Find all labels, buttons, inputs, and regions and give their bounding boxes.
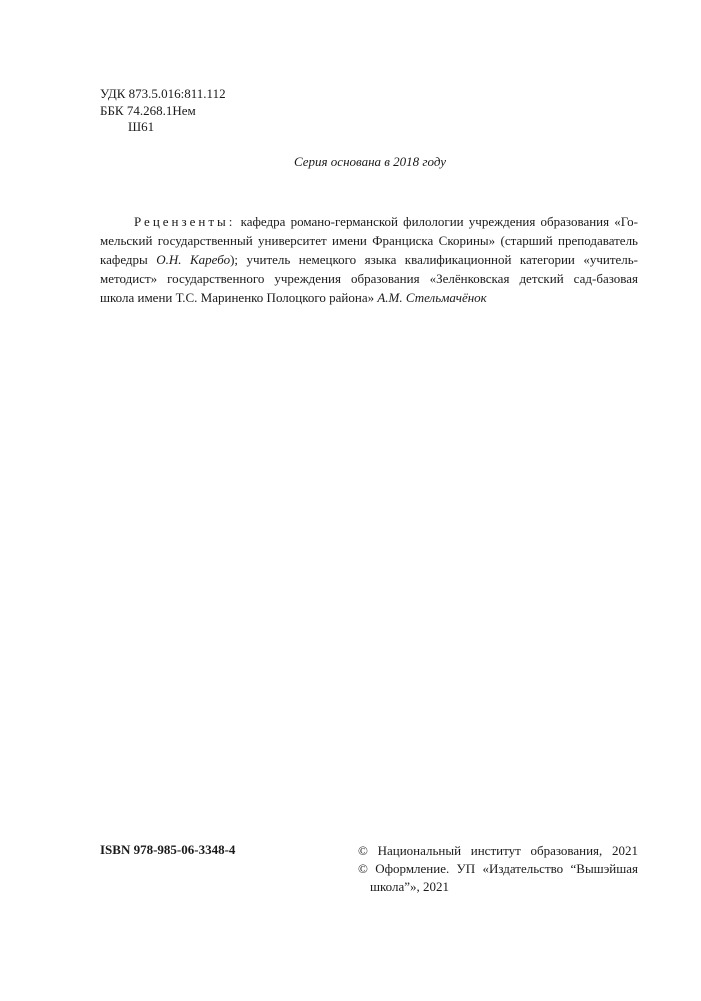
isbn: ISBN 978-985-06-3348-4: [100, 842, 236, 857]
reviewers-paragraph: [100, 212, 638, 307]
reviewers-line-1-text: кафедра романо-германской филологии учреждения образования «Го-: [235, 214, 638, 229]
classification-block: [100, 86, 226, 136]
reviewers-line-2: мельский государственный университет имени Франциска Скорины» (старший преподаватель: [100, 233, 638, 248]
reviewers-line-5: [100, 288, 638, 307]
author-mark: Ш61: [128, 119, 155, 134]
udk-code: УДК 873.5.016:811.112: [100, 86, 226, 101]
reviewers-line-3-prefix: кафедры: [100, 252, 157, 267]
copyright-line-1: © Национальный институт образования, 2021: [358, 843, 638, 858]
reviewers-line-5-text: школа имени Т.С. Мариненко Полоцкого района»: [100, 290, 378, 305]
reviewers-label: Рецензенты:: [134, 214, 236, 229]
bbk-code: ББК 74.268.1Нем: [100, 102, 196, 118]
copyright-line-2: © Оформление. УП «Издательство “Вышэйшая: [358, 861, 638, 876]
copyright-block: [358, 842, 638, 896]
reviewer-name-karebo: О.Н. Каребо: [156, 252, 231, 267]
reviewers-line-3-suffix: ); учитель немецкого языка квалификационной категории «учитель-: [230, 252, 639, 267]
series-note: Серия основана в 2018 году: [293, 154, 446, 169]
reviewers-line-1: [100, 212, 638, 231]
copyright-line-3: школа”», 2021: [370, 879, 450, 894]
reviewer-name-stelmachenok: А.М. Стельмачёнок: [377, 290, 487, 305]
reviewers-line-4: методист» государственного учреждения образования «Зелёнковская детский сад-базовая: [100, 271, 638, 286]
reviewers-line-3: [100, 250, 638, 269]
